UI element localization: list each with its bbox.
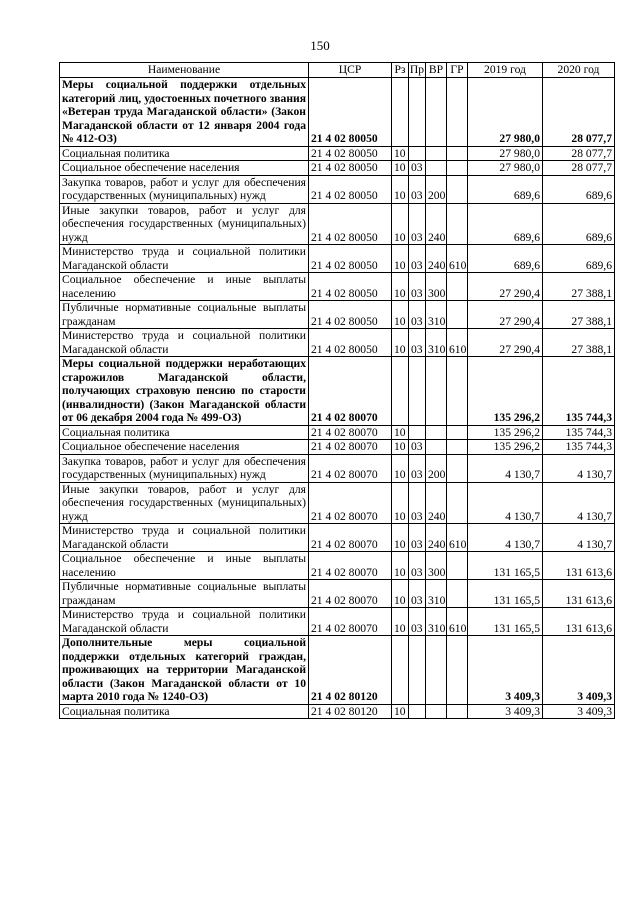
cell-2019: 689,6 (468, 203, 543, 245)
table-row (60, 482, 615, 524)
table-row (60, 704, 615, 719)
cell-gr (447, 636, 468, 705)
cell-csr: 21 4 02 80120 (309, 636, 392, 705)
cell-pr: 03 (409, 161, 426, 176)
cell-pr: 03 (409, 454, 426, 482)
cell-2019: 27 980,0 (468, 78, 543, 147)
cell-vr (426, 704, 447, 719)
cell-name: Закупка товаров, работ и услуг для обеспечения государственных (муниципальных) нужд (60, 454, 309, 482)
cell-2020: 3 409,3 (543, 636, 615, 705)
cell-name: Министерство труда и социальной политики Магаданской области (60, 245, 309, 273)
cell-csr: 21 4 02 80070 (309, 357, 392, 426)
cell-2019: 4 130,7 (468, 482, 543, 524)
cell-csr: 21 4 02 80070 (309, 524, 392, 552)
cell-rz (392, 357, 409, 426)
cell-2020: 28 077,7 (543, 161, 615, 176)
cell-rz: 10 (392, 425, 409, 440)
cell-2020: 135 744,3 (543, 440, 615, 455)
cell-2020: 135 744,3 (543, 425, 615, 440)
cell-2020: 27 388,1 (543, 329, 615, 357)
cell-rz: 10 (392, 245, 409, 273)
cell-gr (447, 440, 468, 455)
cell-rz: 10 (392, 273, 409, 301)
cell-2020: 689,6 (543, 203, 615, 245)
cell-gr (447, 161, 468, 176)
cell-vr: 200 (426, 175, 447, 203)
cell-2020: 4 130,7 (543, 524, 615, 552)
table-row (60, 175, 615, 203)
cell-csr: 21 4 02 80050 (309, 301, 392, 329)
cell-2020: 27 388,1 (543, 273, 615, 301)
cell-gr (447, 175, 468, 203)
cell-gr (447, 301, 468, 329)
cell-2020: 28 077,7 (543, 78, 615, 147)
cell-rz: 10 (392, 175, 409, 203)
header-2020: 2020 год (543, 63, 615, 78)
table-row (60, 440, 615, 455)
header-name: Наименование (60, 63, 309, 78)
cell-csr: 21 4 02 80050 (309, 146, 392, 161)
cell-rz: 10 (392, 580, 409, 608)
cell-2019: 135 296,2 (468, 425, 543, 440)
cell-pr: 03 (409, 175, 426, 203)
cell-csr: 21 4 02 80050 (309, 245, 392, 273)
cell-2020: 689,6 (543, 245, 615, 273)
table-row (60, 552, 615, 580)
cell-rz: 10 (392, 704, 409, 719)
table-row (60, 245, 615, 273)
cell-2019: 27 290,4 (468, 301, 543, 329)
cell-rz: 10 (392, 161, 409, 176)
cell-vr (426, 146, 447, 161)
cell-2019: 131 165,5 (468, 608, 543, 636)
cell-csr: 21 4 02 80050 (309, 161, 392, 176)
cell-gr (447, 482, 468, 524)
cell-pr: 03 (409, 245, 426, 273)
cell-2020: 4 130,7 (543, 482, 615, 524)
cell-vr (426, 636, 447, 705)
cell-csr: 21 4 02 80070 (309, 552, 392, 580)
cell-gr (447, 78, 468, 147)
cell-2019: 27 290,4 (468, 329, 543, 357)
cell-2019: 27 980,0 (468, 146, 543, 161)
table-row (60, 608, 615, 636)
cell-2020: 27 388,1 (543, 301, 615, 329)
cell-2019: 131 165,5 (468, 552, 543, 580)
cell-name: Меры социальной поддержки отдельных категорий лиц, удостоенных почетного звания «Ветеран труда Магаданской области» (Закон Магаданской области от 12 января 2004 года № 412-ОЗ) (60, 78, 309, 147)
cell-pr (409, 78, 426, 147)
cell-gr: 610 (447, 329, 468, 357)
cell-name: Публичные нормативные социальные выплаты гражданам (60, 301, 309, 329)
table-row (60, 357, 615, 426)
cell-gr: 610 (447, 245, 468, 273)
cell-2019: 27 980,0 (468, 161, 543, 176)
cell-pr (409, 636, 426, 705)
cell-2019: 3 409,3 (468, 704, 543, 719)
cell-vr (426, 440, 447, 455)
cell-rz: 10 (392, 301, 409, 329)
cell-csr: 21 4 02 80120 (309, 704, 392, 719)
cell-rz (392, 636, 409, 705)
cell-gr (447, 454, 468, 482)
cell-name: Закупка товаров, работ и услуг для обеспечения государственных (муниципальных) нужд (60, 175, 309, 203)
table-row (60, 425, 615, 440)
cell-pr: 03 (409, 273, 426, 301)
cell-name: Иные закупки товаров, работ и услуг для обеспечения государственных (муниципальных) нужд (60, 482, 309, 524)
table-body (60, 78, 615, 719)
cell-name: Дополнительные меры социальной поддержки отдельных категорий граждан, проживающих на территории Магаданской области (Закон Магаданской области от 10 марта 2010 года № 1240-ОЗ) (60, 636, 309, 705)
cell-vr: 240 (426, 482, 447, 524)
cell-gr (447, 425, 468, 440)
cell-pr (409, 357, 426, 426)
cell-2020: 131 613,6 (543, 608, 615, 636)
cell-csr: 21 4 02 80050 (309, 273, 392, 301)
cell-pr: 03 (409, 482, 426, 524)
header-vr: ВР (426, 63, 447, 78)
table-row (60, 636, 615, 705)
cell-vr (426, 78, 447, 147)
cell-2019: 4 130,7 (468, 454, 543, 482)
cell-pr: 03 (409, 608, 426, 636)
budget-table (59, 62, 615, 719)
header-pr: Пр (409, 63, 425, 77)
cell-vr: 300 (426, 552, 447, 580)
cell-gr (447, 580, 468, 608)
cell-2019: 135 296,2 (468, 440, 543, 455)
cell-name: Меры социальной поддержки неработающих старожилов Магаданской области, получающих страховую пенсию по старости (инвалидности) (Закон Магаданской области от 06 декабря 2004 года № 499-ОЗ) (60, 357, 309, 426)
cell-name: Публичные нормативные социальные выплаты гражданам (60, 580, 309, 608)
cell-csr: 21 4 02 80050 (309, 329, 392, 357)
cell-name: Министерство труда и социальной политики Магаданской области (60, 524, 309, 552)
cell-name: Социальная политика (60, 704, 309, 719)
cell-pr: 03 (409, 301, 426, 329)
cell-name: Министерство труда и социальной политики Магаданской области (60, 608, 309, 636)
cell-2019: 689,6 (468, 245, 543, 273)
table-row (60, 78, 615, 147)
cell-csr: 21 4 02 80070 (309, 454, 392, 482)
cell-name: Социальная политика (60, 425, 309, 440)
table-row (60, 329, 615, 357)
cell-rz: 10 (392, 608, 409, 636)
cell-name: Социальное обеспечение населения (60, 161, 309, 176)
table-row (60, 161, 615, 176)
cell-vr: 310 (426, 580, 447, 608)
cell-name: Социальное обеспечение населения (60, 440, 309, 455)
table-row (60, 146, 615, 161)
cell-csr: 21 4 02 80050 (309, 203, 392, 245)
table-row (60, 580, 615, 608)
cell-2020: 131 613,6 (543, 580, 615, 608)
header-rz: Рз (392, 63, 409, 78)
cell-2019: 4 130,7 (468, 524, 543, 552)
cell-csr: 21 4 02 80050 (309, 78, 392, 147)
cell-vr (426, 357, 447, 426)
cell-2020: 689,6 (543, 175, 615, 203)
cell-2020: 3 409,3 (543, 704, 615, 719)
cell-vr: 240 (426, 524, 447, 552)
cell-csr: 21 4 02 80050 (309, 175, 392, 203)
cell-2019: 135 296,2 (468, 357, 543, 426)
cell-2020: 28 077,7 (543, 146, 615, 161)
cell-name: Социальное обеспечение и иные выплаты населению (60, 552, 309, 580)
cell-csr: 21 4 02 80070 (309, 608, 392, 636)
cell-rz: 10 (392, 440, 409, 455)
cell-2020: 131 613,6 (543, 552, 615, 580)
cell-gr (447, 357, 468, 426)
cell-gr (447, 273, 468, 301)
cell-gr (447, 552, 468, 580)
cell-2019: 27 290,4 (468, 273, 543, 301)
cell-pr: 03 (409, 203, 426, 245)
cell-name: Социальная политика (60, 146, 309, 161)
cell-rz: 10 (392, 146, 409, 161)
cell-vr: 240 (426, 203, 447, 245)
cell-vr: 310 (426, 608, 447, 636)
table-row (60, 203, 615, 245)
cell-rz: 10 (392, 482, 409, 524)
cell-name: Социальное обеспечение и иные выплаты населению (60, 273, 309, 301)
header-gr: ГР (447, 63, 468, 78)
table-row (60, 454, 615, 482)
cell-vr: 200 (426, 454, 447, 482)
cell-pr: 03 (409, 552, 426, 580)
header-2019: 2019 год (468, 63, 543, 78)
cell-gr (447, 146, 468, 161)
cell-pr (409, 146, 426, 161)
table-row (60, 273, 615, 301)
cell-pr: 03 (409, 440, 426, 455)
cell-rz: 10 (392, 203, 409, 245)
cell-name: Министерство труда и социальной политики Магаданской области (60, 329, 309, 357)
cell-rz: 10 (392, 552, 409, 580)
cell-vr (426, 161, 447, 176)
cell-pr: 03 (409, 524, 426, 552)
header-csr: ЦСР (309, 63, 392, 78)
cell-csr: 21 4 02 80070 (309, 425, 392, 440)
cell-pr (409, 704, 426, 719)
cell-pr (409, 425, 426, 440)
cell-2020: 4 130,7 (543, 454, 615, 482)
cell-vr: 240 (426, 245, 447, 273)
cell-vr: 310 (426, 301, 447, 329)
cell-csr: 21 4 02 80070 (309, 482, 392, 524)
cell-pr: 03 (409, 580, 426, 608)
cell-gr: 610 (447, 608, 468, 636)
cell-gr (447, 203, 468, 245)
cell-2019: 131 165,5 (468, 580, 543, 608)
cell-2020: 135 744,3 (543, 357, 615, 426)
cell-rz: 10 (392, 524, 409, 552)
page-number: 150 (310, 38, 330, 53)
cell-csr: 21 4 02 80070 (309, 580, 392, 608)
cell-name: Иные закупки товаров, работ и услуг для обеспечения государственных (муниципальных) нужд (60, 203, 309, 245)
cell-vr: 300 (426, 273, 447, 301)
cell-vr: 310 (426, 329, 447, 357)
cell-pr: 03 (409, 329, 426, 357)
table-row (60, 301, 615, 329)
cell-rz (392, 78, 409, 147)
cell-gr (447, 704, 468, 719)
cell-rz: 10 (392, 454, 409, 482)
cell-vr (426, 425, 447, 440)
cell-2019: 3 409,3 (468, 636, 543, 705)
table-row (60, 524, 615, 552)
header-row (60, 63, 615, 78)
cell-rz: 10 (392, 329, 409, 357)
cell-gr: 610 (447, 524, 468, 552)
cell-csr: 21 4 02 80070 (309, 440, 392, 455)
cell-2019: 689,6 (468, 175, 543, 203)
